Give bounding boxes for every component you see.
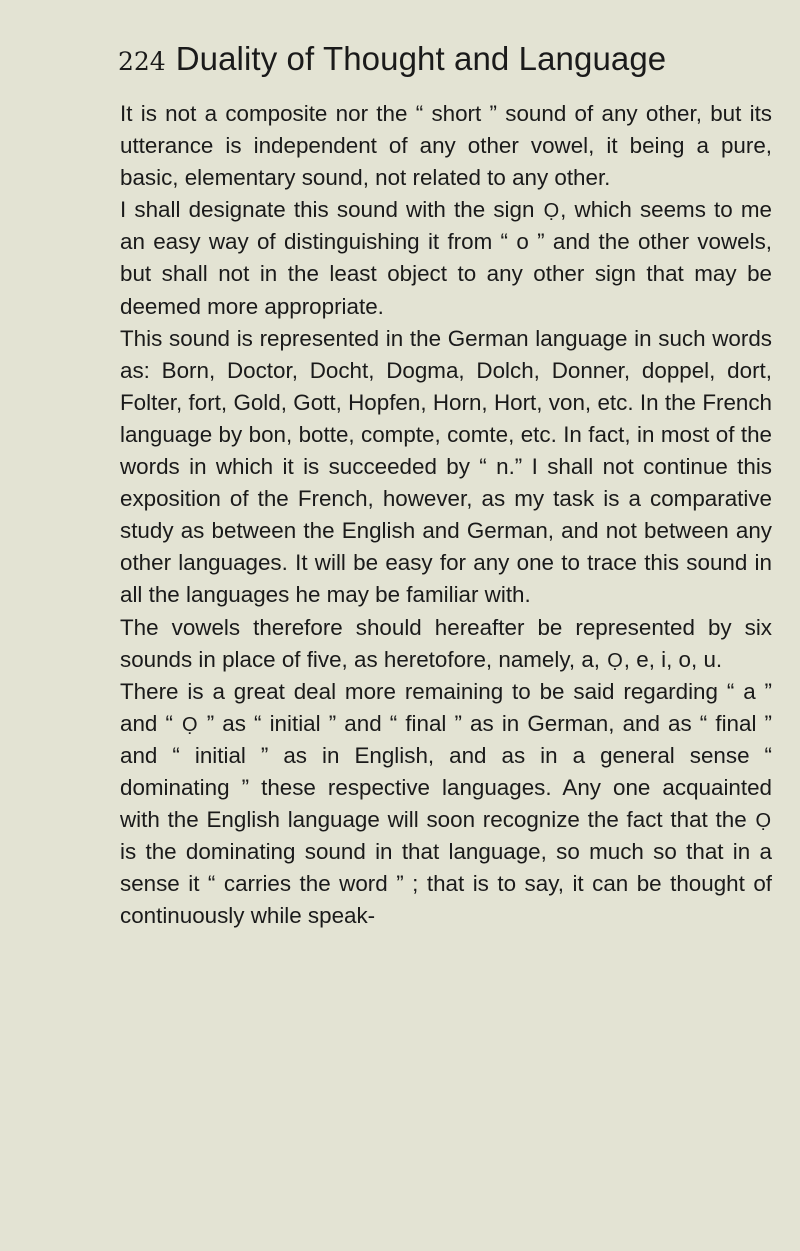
paragraph-4-text-b: , e, i, o, u. bbox=[623, 646, 723, 672]
paragraph-2-text-b: , which seems to me an easy way of distinguishing it from “ o ” and the other vowels, but shall not in the least object to any other sign that may be deemed more appropriate. bbox=[120, 197, 772, 319]
page-header bbox=[118, 40, 772, 78]
paragraph-5-text-b: ” as “ initial ” and “ final ” as in German, and as “ final ” and “ initial ” as in English, and as in a general sense “ dominating ” these respective languages. Any one acquainted with the English language will soon recognize the fact that the bbox=[120, 710, 772, 833]
o-dot-sign: Ọ bbox=[755, 810, 771, 833]
body-text bbox=[120, 98, 772, 932]
running-title: Duality of Thought and Language bbox=[175, 40, 667, 77]
paragraph-2-text-a: I shall designate this sound with the sign bbox=[120, 197, 543, 223]
paragraph-3: This sound is represented in the German language in such words as: Born, Doctor, Docht, Dogma, Dolch, Donner, doppel, dort, Folter, fort, Gold, Gott, Hopfen, Horn, Hort, von, etc. In the French language by bon, botte, compte, comte, etc. In fact, in most of the words in which it is succeeded by “ n.” I shall not continue this exposition of the French, however, as my task is a comparative study as between the English and German, and not between any other languages. It will be easy for any one to trace this sound in all the languages he may be familiar with. bbox=[120, 325, 772, 608]
paragraph-2 bbox=[120, 194, 772, 322]
o-dot-sign: Ọ bbox=[182, 713, 198, 736]
o-dot-sign: Ọ bbox=[607, 649, 623, 672]
paragraph-1: It is not a composite nor the “ short ” sound of any other, but its utterance is independent of any other vowel, it being a pure, basic, elementary sound, not related to any other. bbox=[120, 101, 772, 191]
paragraph-5 bbox=[120, 676, 772, 933]
o-dot-sign: Ọ bbox=[543, 200, 560, 223]
page-number: 224 bbox=[118, 47, 166, 76]
paragraph-4-text-a: The vowels therefore should hereafter be represented by six sounds in place of five, as heretofore, namely, a, bbox=[120, 614, 772, 672]
paragraph-5-text-a: There is a great deal more remaining to be said regarding “ a ” and “ bbox=[120, 678, 772, 736]
paragraph-4 bbox=[120, 612, 772, 676]
paragraph-5-text-c: is the dominating sound in that language, so much so that in a sense it “ carries the word ” ; that is to say, it can be thought of continuously while speak- bbox=[120, 839, 772, 929]
